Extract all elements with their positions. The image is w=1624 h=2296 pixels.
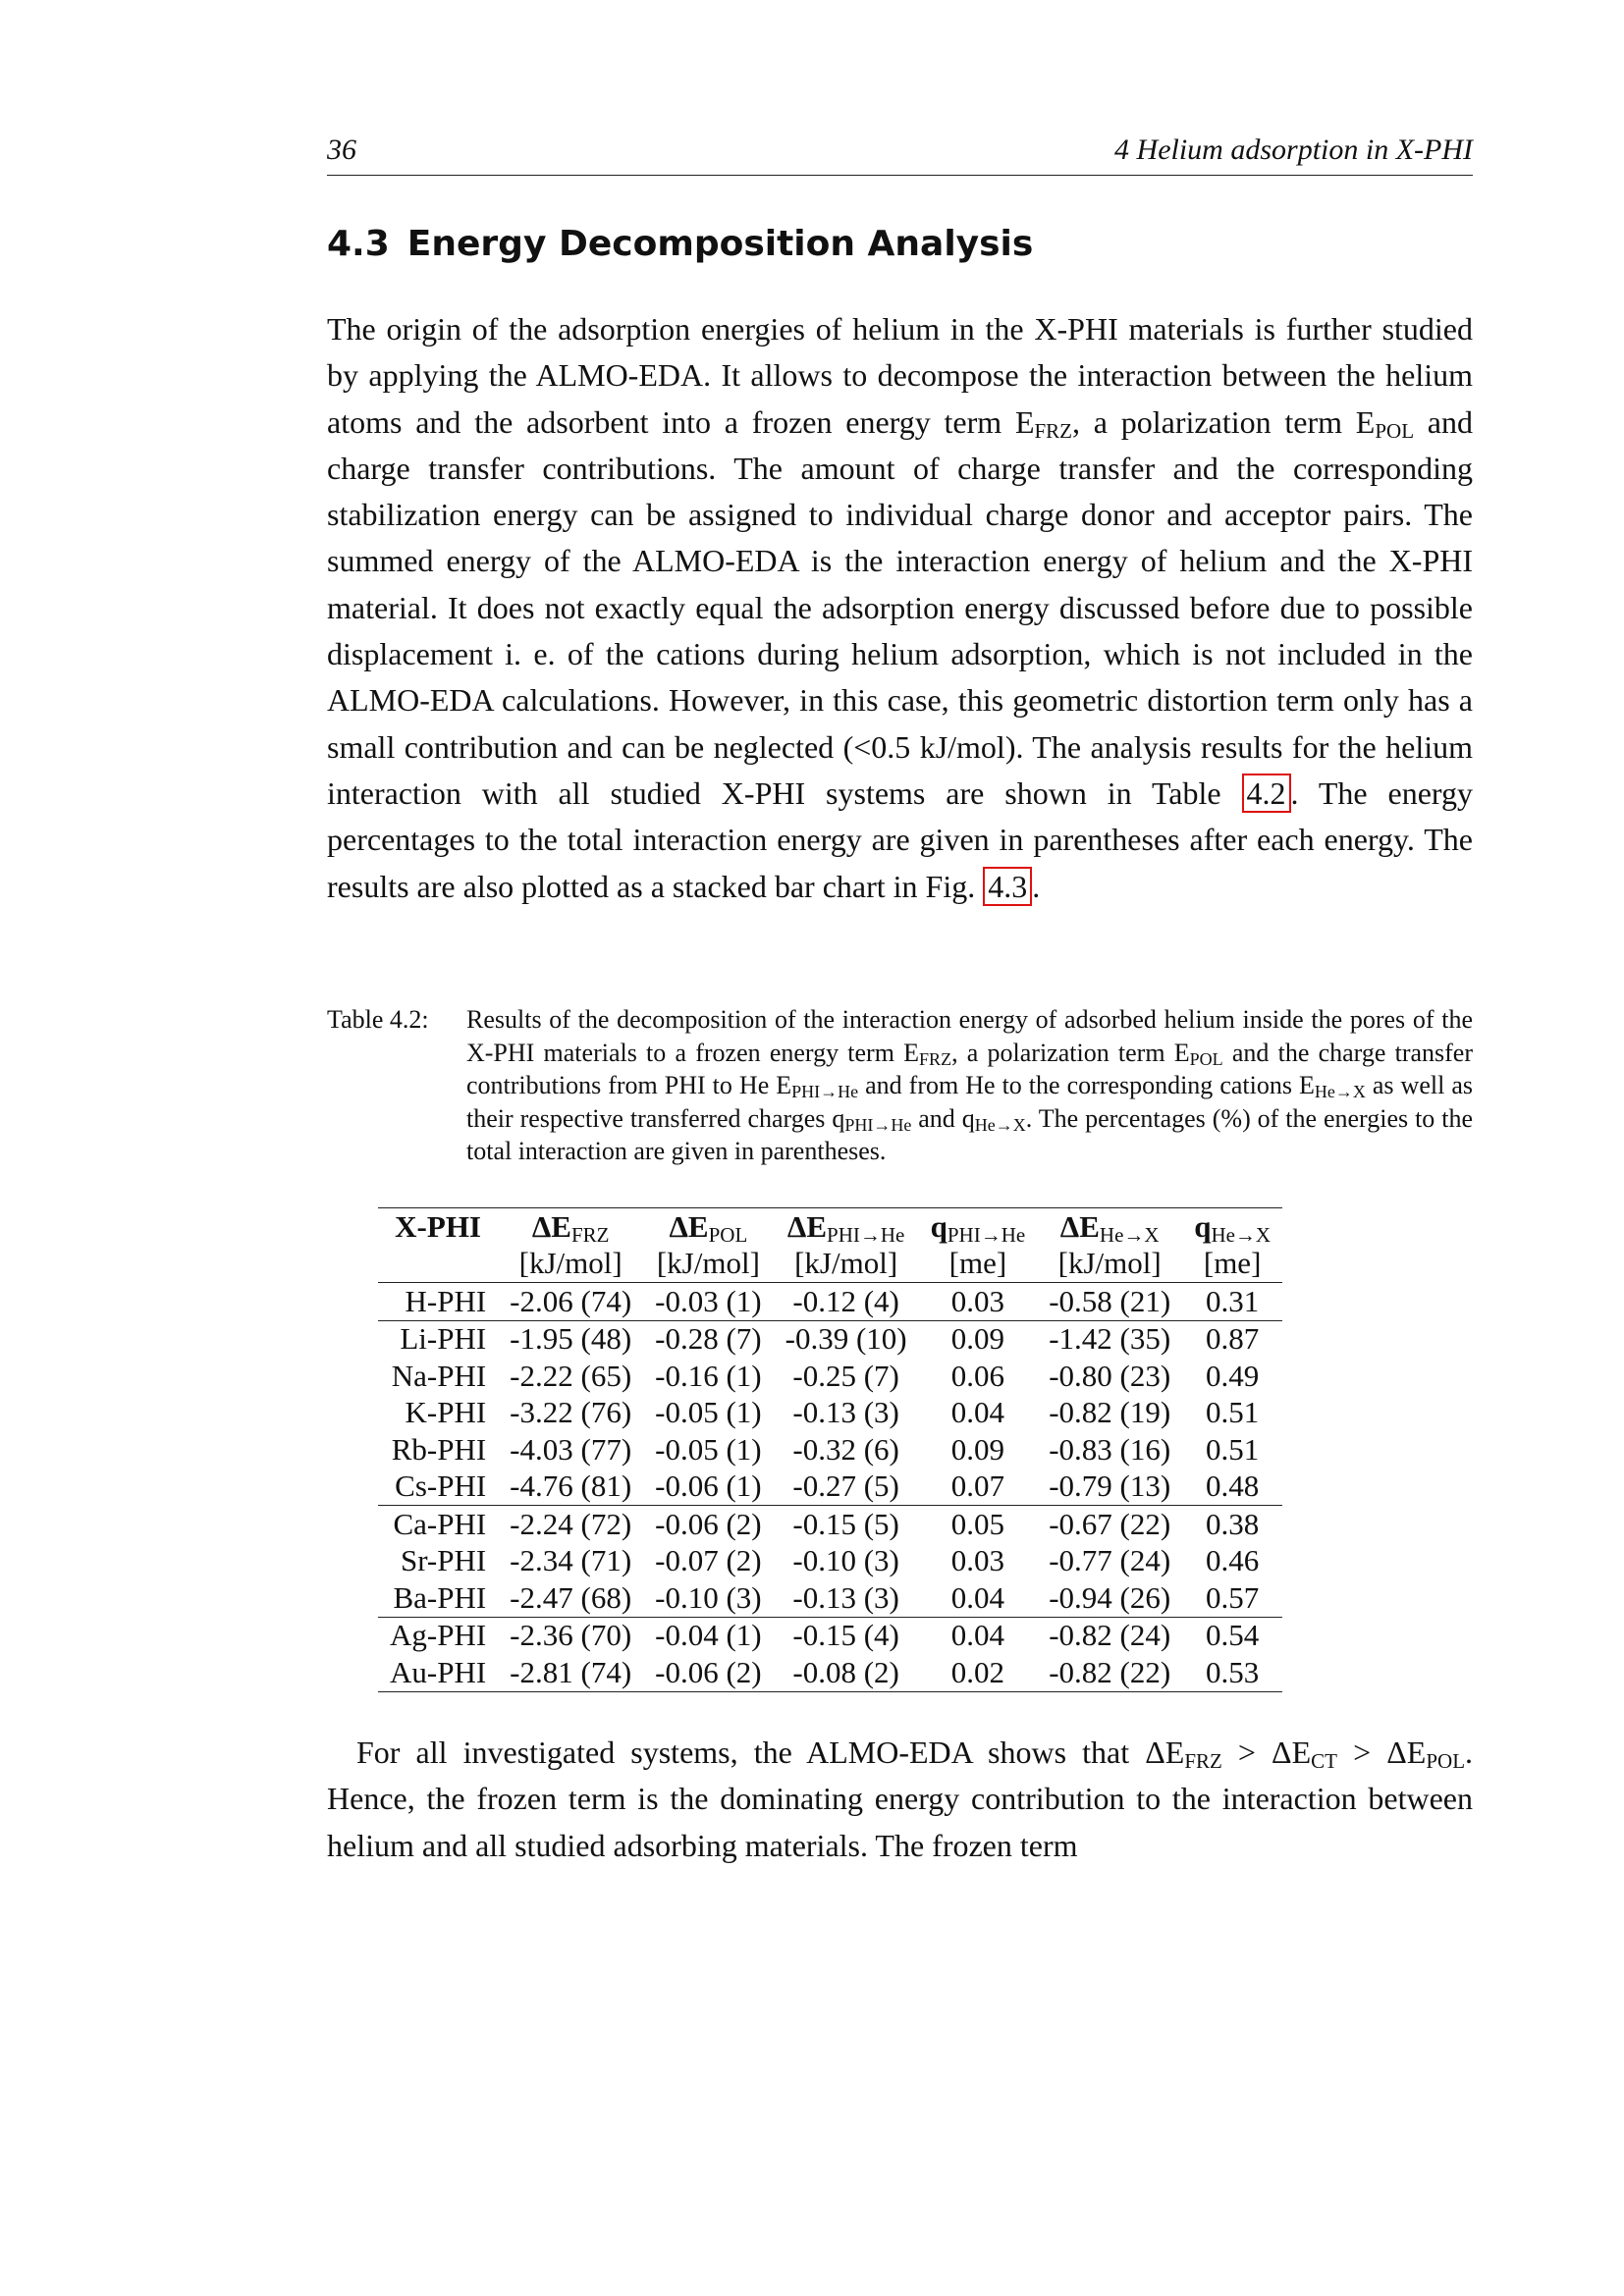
table-cell: -0.28 (7): [655, 1321, 762, 1357]
text-run: , a polarization term E: [951, 1038, 1190, 1067]
column-unit: [me]: [919, 1246, 1038, 1283]
column-header-subscript: He→X: [1211, 1222, 1272, 1247]
table-cell: 0.09: [950, 1431, 1005, 1467]
table-cell: 0.54: [1206, 1618, 1260, 1653]
column-header-subscript: POL: [708, 1222, 748, 1247]
table-cell: 0.31: [1182, 1283, 1282, 1321]
column-header-symbol: ΔE: [669, 1208, 709, 1244]
text-run: .: [1032, 868, 1041, 904]
table-cell: 0.05: [950, 1506, 1005, 1541]
column-header-symbol: ΔE: [786, 1208, 828, 1244]
table-cell: -0.58 (21): [1037, 1283, 1182, 1321]
column-unit: [kJ/mol]: [1037, 1246, 1182, 1283]
table-cell: -0.08 (2): [774, 1654, 919, 1691]
table-cell: -0.06 (1): [643, 1468, 773, 1506]
table-cell: 0.57: [1182, 1579, 1282, 1617]
subscript: FRZ: [919, 1048, 952, 1069]
column-header-subscript: PHI→He: [947, 1222, 1026, 1247]
row-label: Ba-PHI: [378, 1579, 498, 1617]
caption-body: [466, 1003, 1473, 1168]
table-cell: -4.76 (81): [498, 1468, 643, 1506]
text-run: and q: [911, 1103, 975, 1133]
table-cell: -2.24 (72): [510, 1506, 632, 1541]
column-header-symbol: X-PHI: [395, 1208, 481, 1244]
row-label: Ag-PHI: [390, 1618, 487, 1653]
text-run: and the charge transfer contributions from PHI to He E: [466, 1038, 1473, 1100]
section-title: Energy Decomposition Analysis: [406, 224, 1034, 264]
table-cell: -0.82 (24): [1049, 1618, 1171, 1653]
subscript: PHI→He: [791, 1082, 859, 1102]
table-cell: 0.38: [1206, 1506, 1260, 1541]
column-header: [1182, 1208, 1282, 1246]
table-cell: 0.46: [1206, 1543, 1260, 1578]
text-run: . The percentages (%) of the energies to the total interaction are given in parentheses.: [466, 1103, 1473, 1166]
table-cell: -0.67 (22): [1049, 1506, 1171, 1541]
table-cell: -0.05 (1): [655, 1395, 762, 1430]
column-header-symbol: q: [930, 1208, 947, 1244]
row-label: K-PHI: [405, 1395, 487, 1430]
text-run: , a polarization term E: [1072, 403, 1376, 440]
column-unit: [kJ/mol]: [643, 1246, 773, 1283]
column-header: [1037, 1208, 1182, 1246]
table-cell: 0.51: [1206, 1395, 1260, 1430]
table-cell: -2.34 (71): [510, 1543, 632, 1578]
text-run: and from He to the corresponding cations E: [858, 1071, 1315, 1100]
table-cell: 0.87: [1206, 1321, 1260, 1357]
text-run: as well as their respective transferred charges q: [466, 1071, 1473, 1133]
text-run: The origin of the adsorption energies of helium in the X-PHI materials is further studied by applying the ALMO-EDA. It allows to decompose the interaction between the helium atoms and the adsorbent into a frozen energy term E: [327, 311, 1473, 440]
table-cell: -0.07 (2): [655, 1543, 762, 1578]
table-cell: -2.06 (74): [498, 1283, 643, 1321]
column-header-subscript: FRZ: [570, 1222, 610, 1247]
eda-results-table: [378, 1207, 1282, 1692]
text-run: > ΔE: [1337, 1735, 1427, 1770]
table-cell: -0.12 (4): [774, 1283, 919, 1321]
text-run: . The energy percentages to the total interaction energy are given in parentheses after each energy. The results are also plotted as a stacked bar chart in Fig.: [327, 774, 1474, 904]
table-cell: 0.51: [1206, 1431, 1260, 1467]
table-row: [378, 1358, 1282, 1395]
column-header-subscript: He→X: [1099, 1222, 1160, 1247]
paragraph-results: [327, 1730, 1473, 1869]
table-cell: -0.06 (2): [643, 1654, 773, 1691]
table-cell: 0.04: [919, 1579, 1038, 1617]
table-reference-link[interactable]: 4.2: [1242, 774, 1291, 813]
table-cell: 0.02: [919, 1654, 1038, 1691]
table-cell: -0.04 (1): [655, 1618, 762, 1653]
table-cell: 0.09: [950, 1321, 1005, 1357]
table-cell: -0.27 (5): [774, 1468, 919, 1506]
column-header-symbol: ΔE: [1059, 1208, 1100, 1244]
table-cell: 0.07: [919, 1468, 1038, 1506]
column-unit: [378, 1246, 498, 1283]
table-body: [378, 1283, 1282, 1692]
row-label: Sr-PHI: [400, 1543, 487, 1578]
row-label: Li-PHI: [400, 1321, 487, 1357]
subscript: POL: [1189, 1048, 1223, 1069]
table-cell: -2.36 (70): [510, 1618, 632, 1653]
table-cell: 0.03: [950, 1543, 1005, 1578]
subscript: He→X: [1314, 1082, 1366, 1102]
table-cell: -0.39 (10): [785, 1321, 907, 1357]
subscript: FRZ: [1034, 418, 1073, 443]
table-row: [378, 1283, 1282, 1321]
column-unit: [kJ/mol]: [498, 1246, 643, 1283]
table-cell: -0.82 (19): [1049, 1395, 1171, 1430]
column-header-subscript: PHI→He: [827, 1222, 905, 1247]
text-run: . Hence, the frozen term is the dominating energy contribution to the interaction between helium and all studied adsorbing materials. The frozen term: [327, 1735, 1474, 1863]
column-header: [919, 1208, 1038, 1246]
row-label: Na-PHI: [391, 1358, 487, 1393]
table-row: [378, 1320, 1282, 1358]
caption-label: Table 4.2:: [327, 1005, 429, 1034]
column-header: [643, 1208, 773, 1246]
row-label: Au-PHI: [378, 1654, 498, 1691]
table-row: [378, 1506, 1282, 1543]
table-cell: -0.10 (3): [792, 1543, 899, 1578]
table-cell: -0.83 (16): [1049, 1431, 1171, 1467]
table-cell: -0.10 (3): [643, 1579, 773, 1617]
subscript: FRZ: [1184, 1749, 1222, 1773]
column-unit: [me]: [1182, 1246, 1282, 1283]
subscript: CT: [1311, 1749, 1338, 1773]
table-cell: -0.13 (3): [774, 1579, 919, 1617]
table-cell: -0.77 (24): [1049, 1543, 1171, 1578]
table-cell: -0.16 (1): [655, 1358, 762, 1393]
text-run: and charge transfer contributions. The amount of charge transfer and the corresponding stabilization energy can be assigned to individual charge donor and acceptor pairs. The summed energy of the ALMO-EDA is the interaction energy of helium and the X-PHI material. It does not exactly equal the adsorption energy discussed before due to possible displacement i. e. of the cations during helium adsorption, which is not included in the ALMO-EDA calculations. However, in this case, this geometric distortion term only has a small contribution and can be neglected (<0.5 kJ/mol). The analysis results for the helium interaction with all studied X-PHI systems are shown in Table: [327, 403, 1474, 811]
table-units-row: [378, 1246, 1282, 1283]
table-cell: -0.13 (3): [792, 1395, 899, 1430]
table-row: [378, 1395, 1282, 1432]
column-header: [774, 1208, 919, 1246]
table-row: [378, 1431, 1282, 1468]
subscript: PHI→He: [844, 1114, 912, 1135]
subscript: POL: [1375, 418, 1415, 443]
table-header-row: [378, 1208, 1282, 1246]
section-number: 4.3: [327, 224, 390, 264]
table-row: [378, 1543, 1282, 1580]
table-cell: -2.81 (74): [498, 1654, 643, 1691]
column-unit: [kJ/mol]: [774, 1246, 919, 1283]
table-cell: 0.03: [919, 1283, 1038, 1321]
column-header-symbol: ΔE: [531, 1208, 571, 1244]
table-row: [378, 1654, 1282, 1691]
table-cell: -1.42 (35): [1049, 1321, 1171, 1357]
table-cell: 0.06: [950, 1358, 1005, 1393]
row-label: H-PHI: [378, 1283, 498, 1321]
table-cell: -0.25 (7): [792, 1358, 899, 1393]
table-cell: -0.03 (1): [643, 1283, 773, 1321]
table-cell: -0.05 (1): [655, 1431, 762, 1467]
table-cell: -4.03 (77): [510, 1431, 632, 1467]
text-run: > ΔE: [1221, 1735, 1312, 1770]
table-cell: -1.95 (48): [510, 1321, 632, 1357]
table-cell: -0.79 (13): [1037, 1468, 1182, 1506]
table-cell: -0.32 (6): [792, 1431, 899, 1467]
row-label: Cs-PHI: [378, 1468, 498, 1506]
table-cell: -0.06 (2): [655, 1506, 762, 1541]
table-cell: 0.48: [1182, 1468, 1282, 1506]
table-cell: 0.49: [1206, 1358, 1260, 1393]
table-cell: -2.47 (68): [498, 1579, 643, 1617]
table-caption: [327, 1003, 1473, 1168]
table-cell: -0.15 (5): [792, 1506, 899, 1541]
paragraph-intro: [327, 306, 1473, 910]
table-cell: -0.82 (22): [1037, 1654, 1182, 1691]
table-cell: -3.22 (76): [510, 1395, 632, 1430]
section-heading: [327, 224, 1033, 264]
table-cell: 0.04: [950, 1395, 1005, 1430]
subscript: He→X: [974, 1114, 1026, 1135]
table-cell: -0.80 (23): [1049, 1358, 1171, 1393]
column-header: [378, 1208, 498, 1246]
text-run: For all investigated systems, the ALMO-EDA shows that ΔE: [356, 1735, 1185, 1770]
table-cell: 0.53: [1182, 1654, 1282, 1691]
table-cell: -0.15 (4): [792, 1618, 899, 1653]
table-cell: 0.04: [950, 1618, 1005, 1653]
table-row: [378, 1579, 1282, 1617]
running-head: [327, 133, 1473, 176]
table-row: [378, 1617, 1282, 1654]
table-row: [378, 1468, 1282, 1506]
row-label: Rb-PHI: [391, 1431, 487, 1467]
table-cell: -0.94 (26): [1037, 1579, 1182, 1617]
subscript: POL: [1426, 1749, 1466, 1773]
column-header: [498, 1208, 643, 1246]
column-header-symbol: q: [1194, 1208, 1212, 1244]
table-cell: -2.22 (65): [510, 1358, 632, 1393]
row-label: Ca-PHI: [393, 1506, 487, 1541]
figure-reference-link[interactable]: 4.3: [983, 867, 1032, 906]
text-run: Results of the decomposition of the interaction energy of adsorbed helium inside the pores of the X-PHI materials to a frozen energy term E: [466, 1005, 1473, 1067]
page-number: 36: [327, 133, 356, 166]
chapter-title: 4 Helium adsorption in X-PHI: [1114, 133, 1473, 166]
